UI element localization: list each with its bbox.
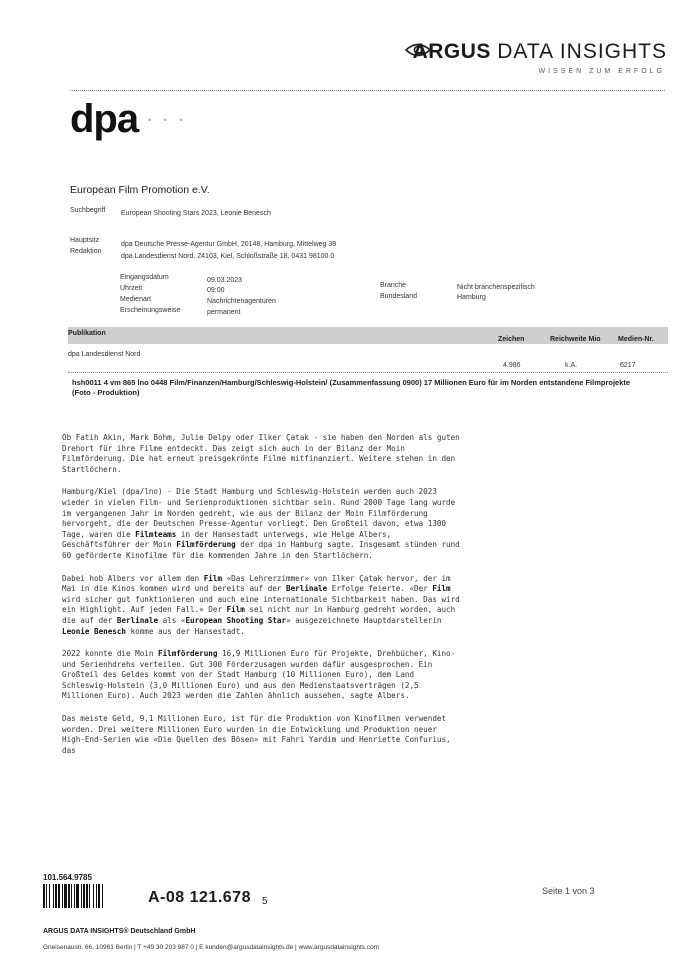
dpa-logo: dpa (70, 97, 139, 141)
paragraph-4-text: 2022 konnte die Moin (62, 649, 159, 659)
state-label: Bundesland (380, 293, 417, 300)
media-value: Nachrichtenagenturen (207, 298, 276, 305)
paragraph-4 (62, 649, 462, 702)
barcode-bar (98, 884, 100, 908)
document-id: A-08 121.678 (148, 889, 251, 906)
footer-address: Gneisenaustr. 66, 10961 Berlin | T +49 30 203 987 0 | E kunden@argusdatainsights.de | www.argusdatainsights.com (43, 944, 380, 951)
publisher-editorial-label: Redaktion (70, 248, 102, 255)
barcode-bar (86, 884, 88, 908)
frequency-label: Erscheinungsweise (120, 307, 181, 314)
brand-tagline: WISSEN ZUM ERFOLG (538, 68, 665, 75)
barcode-bar (76, 884, 79, 908)
brand-logo (377, 40, 667, 80)
barcode-bar (55, 884, 57, 908)
dpa-logo-ornament: • • • (148, 115, 188, 125)
paragraph-3-text: sei nicht nur in Hamburg gedreht worden, auch die auf der (62, 605, 456, 625)
highlight-term: Berlinale (116, 615, 159, 625)
paragraph-2-text: der dpa in Hamburg sagte. Insgesamt stünden rund 60 geförderte Kinofilme für die kommenden Jahre in den Startlöchern. (62, 540, 460, 560)
search-value: European Shooting Stars 2023, Leonie Benesch (121, 210, 271, 217)
barcode-bar (102, 884, 103, 908)
highlight-term: European Shooting Star (185, 615, 287, 625)
paragraph-2-text: in der Hansestadt unterwegs, wie Helge Albers, Geschäftsführer der Moin (62, 529, 392, 550)
paragraph-4-text: 16,9 Millionen Euro für Projekte, Drehbücher, Kino- und Serienhdrehs verteilen. Gut 300 Förderzusagen wurden dafür ausgesprochen. Ein Großteil des Geldes kommt von der Stadt Hamburg (10 Millionen Euro), dem Land Schleswig-Holstein (3,0 Millionen Euro) und aus den Medienstaatsverträgen (2,5 Millionen Euro). Auch 2023 werden die Zahlen ähnlich aussehen, sagte Albers. (62, 649, 456, 701)
header-divider (70, 90, 665, 91)
state-value: Hamburg (457, 294, 486, 301)
brand-name-bold: ARGUS (412, 40, 491, 63)
paragraph-3-text: als « (158, 615, 186, 625)
paragraph-1: Ob Fatih Akin, Mark Bohm, Julie Delpy oder Ilker Çatak - sie haben den Norden als guten Drehort für ihre Filme entdeckt. Das zeigt sich auch in der Bilanz der Moin Filmförderung. Die hat erneut preisgekrönte Filme mitfinanziert. Weitere stehen in den Startlöchern. (62, 433, 460, 474)
brand-name-light: DATA INSIGHTS (497, 40, 667, 63)
paragraph-3-text: Erfolge feierte. «Der (327, 584, 433, 594)
paragraph-3-text: Dabei hob Albers vor allem den (62, 573, 204, 583)
publisher-main: dpa Deutsche Presse-Agentur GmbH, 20148, Hamburg, Mittelweg 38 (121, 241, 337, 248)
publication-chars: 4.986 (503, 362, 521, 369)
date-value: 09.03.2023 (207, 277, 243, 284)
barcode-bar (46, 884, 47, 908)
barcode-bar (93, 884, 94, 908)
footer-company: ARGUS DATA INSIGHTS® Deutschland GmbH (43, 928, 196, 935)
barcode-bar (62, 884, 63, 908)
col-reach: Reichweite Mio (550, 336, 601, 343)
paragraph-3 (62, 574, 462, 638)
publisher-editorial: dpa Landesdienst Nord, 24103, Kiel, Schloßstraße 18, 0431 98100 0 (121, 253, 335, 260)
document-id-suffix: 5 (262, 896, 268, 907)
highlight-term: Film (203, 573, 223, 583)
paragraph-3-text: » ausgezeichnete Hauptdarstellerin (286, 615, 442, 625)
paragraph-3-text: «Das Lehrerzimmer» von Ilker Çatak hervor, der im Mai in die Kinos kommen wird und bereits auf der (62, 573, 451, 594)
barcode-number: 101.564.9785 (43, 873, 92, 882)
highlight-term: Filmförderung (176, 540, 236, 550)
time-label: Uhrzeit (120, 285, 143, 292)
branch-value: Nicht branchenspezifisch (457, 284, 535, 291)
article-headline: hsh0011 4 vm 865 lno 0448 Film/Finanzen/Hamburg/Schleswig-Holstein/ (Zusammenfassung 0900) 17 Millionen Euro für im Norden entstandene Filmprojekte (Foto - Produktion) (72, 378, 631, 397)
media-label: Medienart (120, 296, 152, 303)
brand-name (413, 40, 667, 64)
paragraph-3-text: wird sicher gut funktionieren und auch eine internationale Sichtbarkeit haben. Das wird ein Highlight. Auf jeden Fall.» Der (62, 594, 460, 615)
highlight-term: Filmförderung (158, 649, 218, 659)
barcode-bar (81, 884, 82, 908)
paragraph-2 (62, 487, 462, 561)
barcode-bar (74, 884, 75, 908)
table-header (68, 327, 668, 344)
barcode-bar (83, 884, 85, 908)
highlight-term: Film (226, 605, 245, 615)
paragraph-5: Das meiste Geld, 9,1 Millionen Euro, ist für die Produktion von Kinofilmen verwendet worden. Drei weitere Millionen Euro wurden in die Entwicklung und Produktion neuer High-End-Serien wie «Die Quellen des Bösen» mit Fahri Yardim und Henriette Confurius, das (62, 714, 451, 755)
paragraph-3-text: komme aus der Hansestadt. (126, 626, 245, 636)
page-indicator: Seite 1 von 3 (542, 886, 595, 896)
publication-medium: 6217 (620, 362, 636, 369)
date-label: Eingangsdatum (120, 274, 169, 281)
barcode-bar (53, 884, 54, 908)
branch-label: Branche (380, 282, 407, 289)
highlight-term: Filmteams (135, 529, 177, 539)
search-label: Suchbegriff (70, 207, 106, 214)
highlight-term: Film (432, 584, 451, 594)
col-chars: Zeichen (498, 336, 525, 343)
barcode-bar (58, 884, 60, 908)
publisher-main-label: Hauptsitz (70, 237, 100, 244)
table-divider (68, 372, 668, 373)
barcode-bar (89, 884, 90, 908)
highlight-term: Leonie Benesch (62, 626, 127, 636)
frequency-value: permanent (207, 309, 241, 316)
publication-name: dpa Landesdienst Nord (68, 351, 141, 358)
barcode-bar (68, 884, 70, 908)
barcode-bar (43, 884, 45, 908)
highlight-term: Berlinale (286, 584, 328, 594)
article-body (62, 433, 462, 768)
barcode-bar (49, 884, 50, 908)
publication-reach: k.A. (565, 362, 578, 369)
time-value: 09:00 (207, 287, 225, 294)
client-name: European Film Promotion e.V. (70, 184, 210, 196)
barcode-bar (71, 884, 72, 908)
barcode-bar (64, 884, 67, 908)
paragraph-2-text: Hamburg/Kiel (dpa/lno) - Die Stadt Hamburg und Schleswig-Holstein werden auch 2023 wieder in vielen Film- und Serienproduktionen sichtbar sein. Rund 2000 Tage lang wurde im vergangenen Jahr im Norden gedreht, wie aus der Bilanz der Moin Filmförderung hervorgeht, die der Deutschen Presse-Agentur vorliegt. Den Großteil davon, etwa 1300 Tage, waren die (62, 487, 456, 539)
barcode-bar (96, 884, 97, 908)
barcode-icon (43, 884, 141, 908)
col-publication: Publikation (68, 330, 106, 337)
col-medium: Medien-Nr. (618, 336, 654, 343)
